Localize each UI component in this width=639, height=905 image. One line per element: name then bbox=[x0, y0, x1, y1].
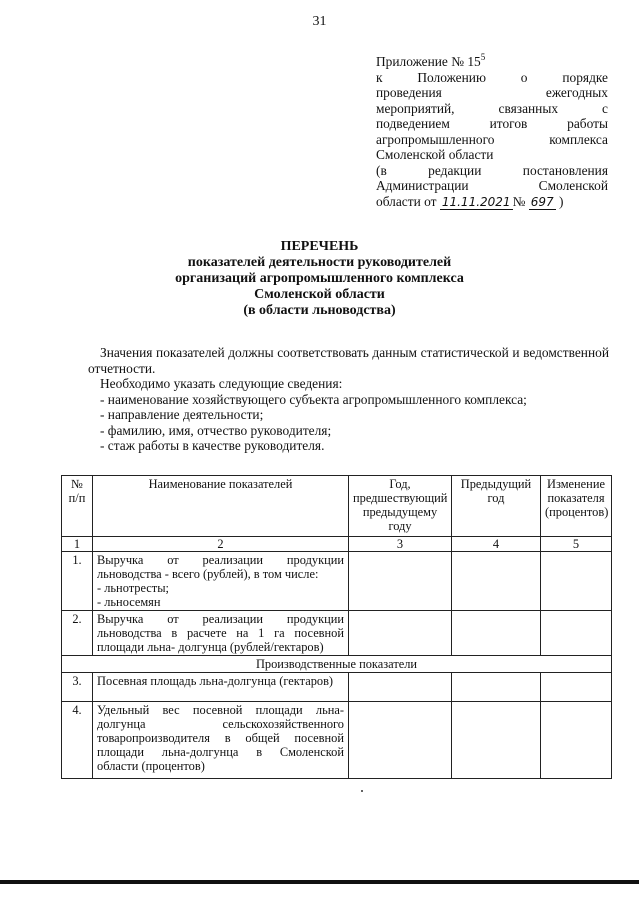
row-name: Выручка от реализации продукции льноводства в расчете на 1 га посевной площади льна- долгунца (рублей/гектаров) bbox=[93, 611, 349, 656]
appendix-line: (в редакции постановления bbox=[376, 162, 608, 178]
header-previous-year: Предыдущий год bbox=[452, 476, 541, 537]
stray-dot bbox=[361, 790, 363, 792]
appendix-line: к Положению о порядке bbox=[376, 69, 608, 85]
header-name: Наименование показателей bbox=[93, 476, 349, 537]
document-heading bbox=[0, 239, 639, 319]
row-number: 4. bbox=[62, 702, 93, 779]
column-number: 2 bbox=[93, 537, 349, 552]
header-num: № п/п bbox=[62, 476, 93, 537]
value-cell bbox=[541, 611, 612, 656]
heading-title: ПЕРЕЧЕНЬ bbox=[280, 239, 359, 254]
table-row bbox=[62, 673, 612, 702]
value-cell bbox=[349, 702, 452, 779]
heading-line: показателей деятельности руководителей bbox=[187, 255, 452, 270]
column-number: 3 bbox=[349, 537, 452, 552]
value-cell bbox=[541, 702, 612, 779]
table-row bbox=[62, 552, 612, 611]
column-number: 5 bbox=[541, 537, 612, 552]
value-cell bbox=[452, 673, 541, 702]
intro-list-item: - направление деятельности; bbox=[100, 407, 264, 422]
table-row bbox=[62, 702, 612, 779]
appendix-block bbox=[376, 54, 608, 210]
section-title: Производственные показатели bbox=[62, 656, 612, 673]
appendix-line: проведения ежегодных bbox=[376, 85, 608, 100]
row-name: Удельный вес посевной площади льна-долгунца сельскохозяйственного товаропроизводителя в общей посевной площади льна-долгунца в Смоленской области (процентов) bbox=[93, 702, 349, 779]
heading-line: Смоленской области bbox=[254, 287, 385, 302]
value-cell bbox=[452, 552, 541, 611]
column-number-row bbox=[62, 537, 612, 552]
intro-text bbox=[88, 345, 609, 454]
value-cell bbox=[349, 673, 452, 702]
header-change: Изменение показателя (процентов) bbox=[541, 476, 612, 537]
appendix-title: Приложение № $15^5$ bbox=[376, 52, 486, 69]
row-number: 2. bbox=[62, 611, 93, 656]
row-name: Выручка от реализации продукции льноводства - всего (рублей), в том числе: - льнотресты; - льносемян bbox=[93, 552, 349, 611]
page-number: 31 bbox=[312, 14, 327, 29]
value-cell bbox=[541, 552, 612, 611]
section-row bbox=[62, 656, 612, 673]
handwritten-date: 11.11.2021 bbox=[441, 194, 511, 209]
intro-list-item: - наименование хозяйствующего субъекта агропромышленного комплекса; bbox=[100, 391, 527, 407]
handwritten-number: 697 bbox=[530, 194, 554, 209]
column-number: 1 bbox=[62, 537, 93, 552]
intro-paragraph: Значения показателей должны соответствовать данным статистической и ведомственной отчетности. bbox=[88, 345, 609, 376]
row-name: Посевная площадь льна-долгунца (гектаров) bbox=[93, 673, 349, 702]
row-number: 3. bbox=[62, 673, 93, 702]
appendix-line: Администрации Смоленской bbox=[376, 178, 608, 193]
intro-list-item: - фамилию, имя, отчество руководителя; bbox=[100, 422, 332, 438]
appendix-line: Смоленской области bbox=[376, 147, 494, 162]
table-header-row bbox=[62, 476, 612, 537]
row-number: 1. bbox=[62, 552, 93, 611]
intro-lead: Необходимо указать следующие сведения: bbox=[100, 376, 343, 391]
appendix-date-line: области от 11.11.2021 № 697 ) bbox=[376, 193, 564, 209]
heading-line: организаций агропромышленного комплекса bbox=[175, 271, 464, 286]
value-cell bbox=[541, 673, 612, 702]
appendix-line: мероприятий, связанных с bbox=[376, 100, 608, 116]
header-year-before-previous: Год, предшествующий предыдущему году bbox=[349, 476, 452, 537]
value-cell bbox=[452, 611, 541, 656]
indicators-table bbox=[61, 475, 612, 779]
value-cell bbox=[349, 552, 452, 611]
heading-line: (в области льноводства) bbox=[243, 303, 396, 318]
intro-list-item: - стаж работы в качестве руководителя. bbox=[100, 438, 325, 453]
table-row bbox=[62, 611, 612, 656]
scan-bottom-edge bbox=[0, 880, 639, 884]
value-cell bbox=[452, 702, 541, 779]
appendix-line: подведением итогов работы bbox=[376, 116, 608, 131]
appendix-line: агропромышленного комплекса bbox=[376, 131, 608, 147]
column-number: 4 bbox=[452, 537, 541, 552]
value-cell bbox=[349, 611, 452, 656]
